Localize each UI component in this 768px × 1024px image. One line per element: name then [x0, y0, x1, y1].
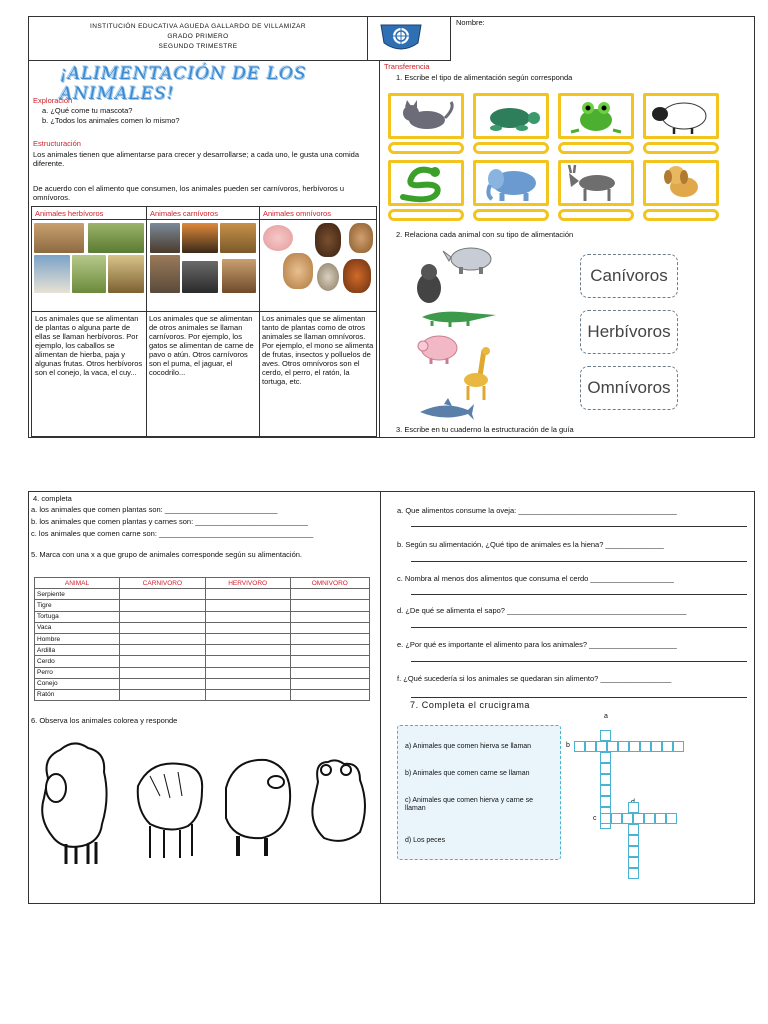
crossword-label-a: a — [604, 713, 608, 720]
table-row — [35, 600, 370, 611]
question-a: a. ¿Qué come tu mascota? — [42, 106, 133, 115]
herbivoros-match-box[interactable]: Herbívoros — [580, 310, 678, 354]
col-carnivoros-heading: Animales carnívoros — [150, 209, 218, 218]
pig-outline-image — [216, 748, 294, 860]
term-label: SEGUNDO TRIMESTRE — [158, 43, 238, 50]
instruction-2: 2. Relaciona cada animal con su tipo de alimentación — [396, 230, 574, 239]
crossword-cell[interactable] — [622, 813, 633, 824]
table-row-divider — [31, 219, 377, 220]
crossword-cell[interactable] — [655, 813, 666, 824]
giraffe-image — [458, 346, 494, 402]
mark-cell[interactable] — [290, 633, 369, 644]
school-name: INSTITUCIÓN EDUCATIVA AGUEDA GALLARDO DE VILLAMIZAR — [90, 23, 306, 30]
crossword-cell[interactable] — [600, 813, 611, 824]
question-b-hyena: b. Según su alimentación, ¿Qué tipo de animales es la hiena? ______________ — [397, 540, 664, 549]
mark-cell[interactable] — [205, 656, 290, 667]
mark-cell[interactable] — [120, 589, 206, 600]
mark-cell[interactable] — [120, 667, 206, 678]
crossword-cell[interactable] — [644, 813, 655, 824]
crossword-cell[interactable] — [662, 741, 673, 752]
crossword-cell[interactable] — [666, 813, 677, 824]
answer-blank-sheep[interactable] — [643, 142, 719, 154]
mark-cell[interactable] — [290, 600, 369, 611]
answer-blank-cat[interactable] — [388, 142, 464, 154]
table-row — [35, 589, 370, 600]
animal-cell: Cerdo — [35, 656, 120, 667]
animal-cell: Ratón — [35, 689, 120, 700]
crossword-cell[interactable] — [628, 846, 639, 857]
crossword-label-b: b — [566, 742, 570, 749]
crossword-cell[interactable] — [596, 741, 607, 752]
mark-cell[interactable] — [290, 689, 369, 700]
crossword-cell[interactable] — [607, 741, 618, 752]
table-row-divider — [31, 311, 377, 312]
mark-cell[interactable] — [120, 645, 206, 656]
animal-cell: Ardilla — [35, 645, 120, 656]
rhino-image — [441, 243, 493, 275]
table-row — [35, 611, 370, 622]
mark-cell[interactable] — [290, 622, 369, 633]
clue-c: c) Animales que comen hierva y carne se llaman — [405, 797, 534, 813]
crossword-cell[interactable] — [628, 824, 639, 835]
donkey-frame — [558, 160, 634, 206]
grade-label: GRADO PRIMERO — [167, 33, 229, 40]
mark-cell[interactable] — [290, 678, 369, 689]
table-row — [35, 689, 370, 700]
crossword-cell[interactable] — [600, 730, 611, 741]
mark-cell[interactable] — [205, 589, 290, 600]
crossword-cell[interactable] — [585, 741, 596, 752]
crossword-cell[interactable] — [673, 741, 684, 752]
crossword-cell[interactable] — [628, 868, 639, 879]
table-divider — [146, 206, 147, 437]
turtle-frame — [473, 93, 549, 139]
mark-cell[interactable] — [290, 589, 369, 600]
exercise-6-heading: 6. Observa los animales colorea y responde — [31, 716, 178, 725]
paragraph-1: Los animales tienen que alimentarse para crecer y desarrollarse; a cada uno, le gusta una comida diferente. — [33, 150, 360, 168]
question-e-importance: e. ¿Por qué es importante el alimento para los animales? _____________________ — [397, 640, 677, 649]
crossword-cell[interactable] — [628, 857, 639, 868]
mark-cell[interactable] — [290, 667, 369, 678]
answer-blank-snake[interactable] — [388, 209, 464, 221]
animal-cell: Hombre — [35, 633, 120, 644]
table-divider — [259, 206, 260, 437]
answer-line[interactable] — [411, 697, 747, 698]
animal-cell: Vaca — [35, 622, 120, 633]
table-row — [35, 656, 370, 667]
sheep-outline-image — [38, 738, 110, 868]
col-omnivoros-heading: Animales omnívoros — [263, 209, 331, 218]
cat-frame — [388, 93, 464, 139]
mark-cell[interactable] — [205, 645, 290, 656]
exercise-4c: c. los animales que comen carne son: _____________________________________ — [31, 529, 314, 538]
crossword-cell[interactable] — [651, 741, 662, 752]
clue-b: b) Animales que comen carne se llaman — [405, 770, 530, 777]
table-row — [35, 645, 370, 656]
question-d-frog: d. ¿De qué se alimenta el sapo? ___________________________________________ — [397, 606, 687, 615]
crossword-cell[interactable] — [628, 802, 639, 813]
crossword-cell[interactable] — [574, 741, 585, 752]
sheep-frame — [643, 93, 719, 139]
carnivores-photo — [150, 223, 256, 295]
snake-frame — [388, 160, 464, 206]
exercise-4b: b. los animales que comen plantas y carnes son: ___________________________ — [31, 517, 308, 526]
col-herbivoros-heading: Animales herbívoros — [35, 209, 104, 218]
instruction-3: 3. Escribe en tu cuaderno la estructuración de la guía — [396, 425, 574, 434]
animal-cell: Tortuga — [35, 611, 120, 622]
omnivores-photo — [263, 223, 375, 295]
question-b: b. ¿Todos los animales comen lo mismo? — [42, 116, 180, 125]
mark-cell[interactable] — [290, 645, 369, 656]
animal-cell: Conejo — [35, 678, 120, 689]
crossword-cell[interactable] — [640, 741, 651, 752]
exercise-5-heading: 5. Marca con una x a que grupo de animales corresponde según su alimentación. — [31, 550, 302, 559]
table-header: CARNIVORO — [120, 578, 206, 589]
table-row — [35, 678, 370, 689]
table-row — [35, 622, 370, 633]
answer-line[interactable] — [411, 526, 747, 527]
mark-cell[interactable] — [120, 678, 206, 689]
crossword-cell[interactable] — [600, 785, 611, 796]
herbivores-photo — [34, 223, 144, 295]
answer-blank-turtle[interactable] — [473, 142, 549, 154]
answer-line[interactable] — [411, 561, 747, 562]
carnivoros-text: Los animales que se alimentan de otros animales se llaman carnívoros. Por ejemplo, los gatos se alimentan de carne de pavo o atún. Otros carnívoros son el puma, el jaguar, el cocodrilo... — [149, 314, 254, 377]
clue-a: a) Animales que comen hierva se llaman — [405, 743, 532, 750]
crossword-cell[interactable] — [600, 763, 611, 774]
exercise-4a: a. los animales que comen plantas son: ___________________________ — [31, 505, 278, 514]
pig-image — [415, 332, 461, 366]
shark-image — [418, 398, 474, 422]
estructuracion-heading: Estructuración — [33, 139, 81, 148]
crocodile-image — [420, 305, 498, 327]
hyena-outline-image — [130, 746, 210, 860]
question-a-sheep: a. Que alimentos consume la oveja: ______________________________________ — [397, 506, 677, 515]
crossword-cell[interactable] — [600, 774, 611, 785]
mark-cell[interactable] — [120, 622, 206, 633]
mark-cell[interactable] — [205, 678, 290, 689]
paragraph-2: De acuerdo con el alimento que consumen, los animales pueden ser carnívoros, herbívoros u omnívoros. — [33, 184, 345, 202]
animal-cell: Serpiente — [35, 589, 120, 600]
mark-cell[interactable] — [120, 611, 206, 622]
crossword-label-c: c — [593, 815, 597, 822]
table-header: HERVIVORO — [205, 578, 290, 589]
mark-cell[interactable] — [205, 600, 290, 611]
omnivoros-text: Los animales que se alimentan tanto de plantas como de otros animales se llaman omnívoros. Por ejemplo, el mono se alimenta de frutas, insectos y polluelos de aves. Otros omnívoros son el cerdo, el perro, el ratón, la tortuga, etc. — [262, 314, 374, 386]
dog-frame — [643, 160, 719, 206]
mark-cell[interactable] — [120, 656, 206, 667]
crossword-cell[interactable] — [633, 813, 644, 824]
crossword-cell[interactable] — [600, 796, 611, 807]
answer-blank-donkey[interactable] — [558, 209, 634, 221]
exercise-4-heading: 4. completa — [33, 494, 72, 503]
animal-cell: Tigre — [35, 600, 120, 611]
table-header: ANIMAL — [35, 578, 120, 589]
page-2-divider — [380, 491, 381, 904]
table-row — [35, 667, 370, 678]
mark-cell[interactable] — [205, 689, 290, 700]
animal-cell: Perro — [35, 667, 120, 678]
name-label: Nombre: — [456, 18, 485, 27]
mark-cell[interactable] — [120, 633, 206, 644]
answer-blank-frog[interactable] — [558, 142, 634, 154]
mark-cell[interactable] — [205, 667, 290, 678]
answer-blank-elephant[interactable] — [473, 209, 549, 221]
crossword-cell[interactable] — [628, 835, 639, 846]
answer-line[interactable] — [411, 594, 747, 595]
elephant-frame — [473, 160, 549, 206]
school-logo — [378, 21, 424, 54]
crossword-cell[interactable] — [618, 741, 629, 752]
transferencia-heading: Transferencia — [384, 62, 430, 71]
frog-outline-image — [304, 752, 372, 848]
table-header: OMNIVORO — [290, 578, 369, 589]
crossword-cell[interactable] — [600, 752, 611, 763]
mark-cell[interactable] — [120, 600, 206, 611]
question-c-pig: c. Nombra al menos dos alimentos que consuma el cerdo ____________________ — [397, 574, 674, 583]
page-1-divider — [379, 61, 380, 438]
table-row — [35, 633, 370, 644]
name-field[interactable] — [490, 18, 745, 56]
mark-cell[interactable] — [205, 611, 290, 622]
answer-line[interactable] — [411, 627, 747, 628]
frog-frame — [558, 93, 634, 139]
exploracion-heading: Exploración — [33, 96, 73, 105]
instruction-1: 1. Escribe el tipo de alimentación según corresponda — [396, 73, 573, 82]
classification-table — [34, 577, 370, 701]
carnivoros-match-box[interactable]: Canívoros — [580, 254, 678, 298]
mark-cell[interactable] — [290, 656, 369, 667]
question-f-no-food: f. ¿Qué sucedería si los animales se quedaran sin alimento? _________________ — [397, 674, 672, 683]
crossword-cell[interactable] — [611, 813, 622, 824]
mark-cell[interactable] — [205, 633, 290, 644]
mark-cell[interactable] — [205, 622, 290, 633]
omnivoros-match-box[interactable]: Omnívoros — [580, 366, 678, 410]
answer-line[interactable] — [411, 661, 747, 662]
mark-cell[interactable] — [290, 611, 369, 622]
crossword-cell[interactable] — [629, 741, 640, 752]
mark-cell[interactable] — [120, 689, 206, 700]
answer-blank-dog[interactable] — [643, 209, 719, 221]
clue-d: d) Los peces — [405, 837, 446, 844]
crossword-heading: 7. Completa el crucigrama — [410, 700, 531, 710]
herbivoros-text: Los animales que se alimentan de plantas o alguna parte de ellas se llaman herbívoros. Por ejemplo, los caballos se alimentan de hierba, paja y algunas frutas. Otros herbívoros son el conejo, la vaca, el cuy... — [35, 314, 143, 377]
page-title: ¡ALIMENTACIÓN DE LOS ANIMALES! — [60, 64, 307, 104]
